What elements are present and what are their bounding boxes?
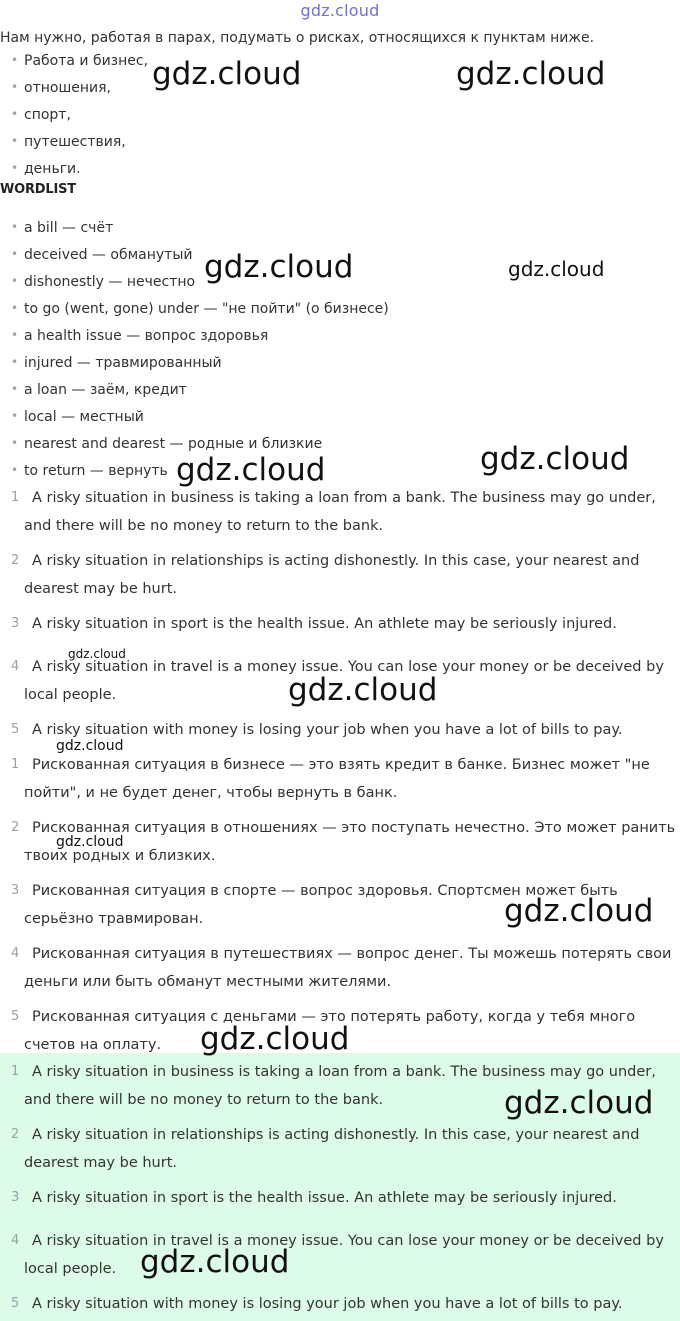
wordlist-item: • nearest and dearest — родные и близкие [12, 436, 322, 452]
wordlist-item: • local — местный [12, 409, 144, 425]
watermark: gdz.cloud [68, 647, 126, 661]
intro-text: Нам нужно, работая в парах, подумать о рисках, относящихся к пунктам ниже. [0, 30, 595, 46]
wordlist-item: • a loan — заём, кредит [12, 382, 187, 398]
watermark: gdz.cloud [200, 1021, 350, 1057]
answer-item: 1 A risky situation in business is taking a loan from a bank. The business may go under, and there will be no money to return to the bank. [11, 1064, 656, 1108]
watermark: gdz.cloud [176, 452, 326, 488]
answer-item: 5 A risky situation with money is losing your job when you have a lot of bills to pay. [11, 1296, 623, 1312]
answer-item: 4 A risky situation in travel is a money issue. You can lose your money or be deceived by local people. [11, 1233, 664, 1277]
watermark: gdz.cloud [56, 834, 124, 850]
wordlist-item: • deceived — обманутый [12, 247, 192, 263]
list-item: • деньги. [12, 161, 81, 177]
answer-item: 3 Рискованная ситуация в спорте — вопрос здоровья. Спортсмен может быть серьёзно травмирован. [11, 883, 618, 927]
answer-item: 3 A risky situation in sport is the health issue. An athlete may be seriously injured. [11, 616, 617, 632]
answer-item: 3 A risky situation in sport is the health issue. An athlete may be seriously injured. [11, 1190, 617, 1206]
answer-item: 2 A risky situation in relationships is acting dishonestly. In this case, your nearest and dearest may be hurt. [11, 553, 640, 597]
answer-item: 2 A risky situation in relationships is acting dishonestly. In this case, your nearest and dearest may be hurt. [11, 1127, 640, 1171]
watermark: gdz.cloud [456, 56, 606, 92]
wordlist-item: • a bill — счёт [12, 220, 113, 236]
watermark: gdz.cloud [140, 1244, 290, 1280]
answer-item: 2 Рискованная ситуация в отношениях — это поступать нечестно. Это может ранить твоих родных и близких. [11, 820, 676, 864]
answer-item: 4 A risky situation in travel is a money issue. You can lose your money or be deceived by local people. [11, 659, 664, 703]
watermark: gdz.cloud [504, 1085, 654, 1121]
header-logo[interactable]: gdz.cloud [300, 1, 380, 20]
wordlist-item: • to return — вернуть [12, 463, 168, 479]
wordlist-heading: WORDLIST [0, 182, 76, 197]
watermark: gdz.cloud [56, 738, 124, 754]
list-item: • путешествия, [12, 134, 126, 150]
watermark: gdz.cloud [152, 56, 302, 92]
watermark: gdz.cloud [508, 257, 605, 281]
answer-item: 5 Рискованная ситуация с деньгами — это потерять работу, когда у тебя много счетов на оплату. [11, 1009, 636, 1053]
wordlist-item: • dishonestly — нечестно [12, 274, 195, 290]
list-item: • спорт, [12, 107, 71, 123]
watermark: gdz.cloud [504, 893, 654, 929]
watermark: gdz.cloud [288, 672, 438, 708]
answer-item: 4 Рискованная ситуация в путешествиях — вопрос денег. Ты можешь потерять свои деньги или быть обманут местными жителями. [11, 946, 672, 990]
wordlist-item: • a health issue — вопрос здоровья [12, 328, 268, 344]
wordlist-item: • to go (went, gone) under — "не пойти" (о бизнесе) [12, 301, 389, 317]
list-item: • Работа и бизнес, [12, 53, 148, 69]
answer-item: 5 A risky situation with money is losing your job when you have a lot of bills to pay. [11, 722, 623, 738]
watermark: gdz.cloud [480, 441, 630, 477]
watermark: gdz.cloud [204, 249, 354, 285]
answer-item: 1 A risky situation in business is taking a loan from a bank. The business may go under, and there will be no money to return to the bank. [11, 490, 656, 534]
list-item: • отношения, [12, 80, 111, 96]
answer-item: 1 Рискованная ситуация в бизнесе — это взять кредит в банке. Бизнес может "не пойти", и не будет денег, чтобы вернуть в банк. [11, 757, 650, 801]
wordlist-item: • injured — травмированный [12, 355, 222, 371]
